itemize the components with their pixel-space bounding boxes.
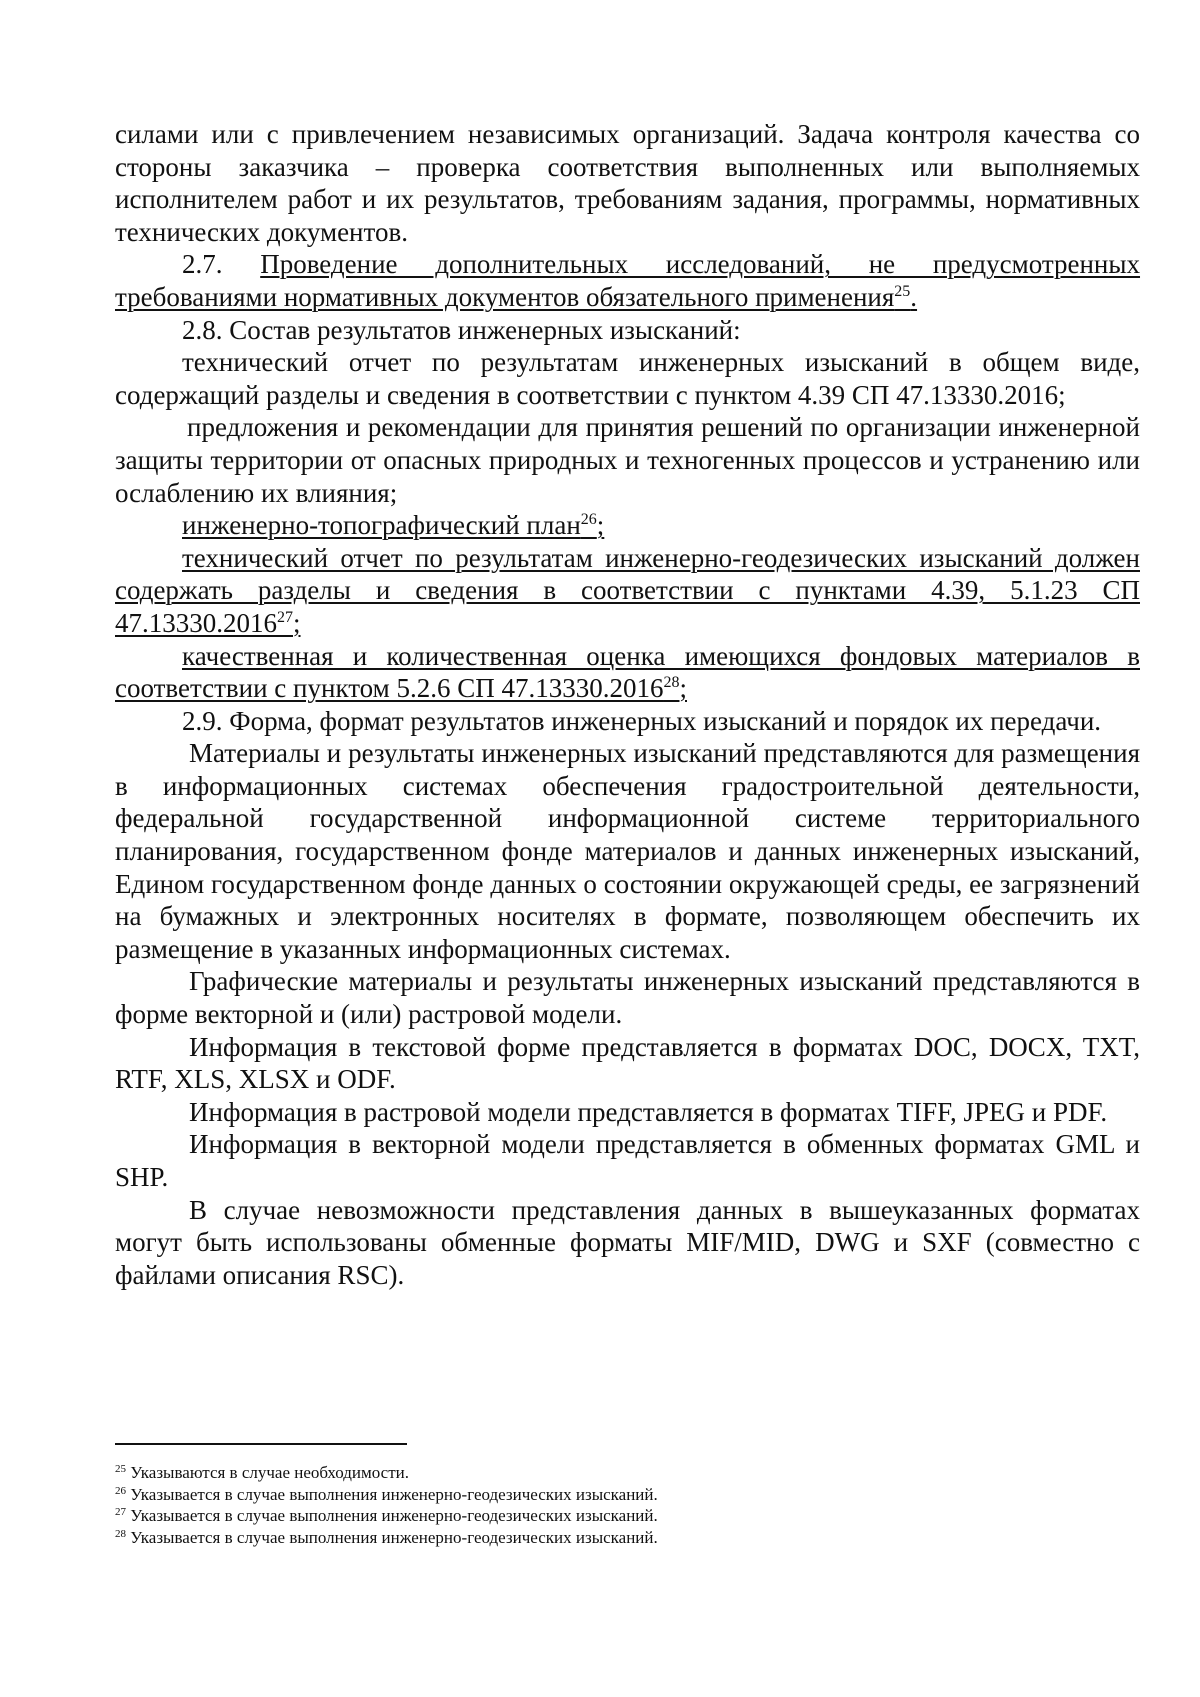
paragraph-quality-control: силами или с привлечением независимых организаций. Задача контроля качества со стороны заказчика – проверка соответствия выполненных или выполняемых исполнителем работ и их результатов, требованиям задания, программы, нормативных технических документов. [115,119,1140,247]
paragraph-text-formats: Информация в текстовой форме представляется в форматах DOC, DOCX, TXT, RTF, XLS, XLSX и ODF. [115,1031,1140,1095]
footnote-number: 26 [115,1484,126,1497]
clause-text: Проведение дополнительных исследований, не предусмотренных требованиями нормативных документов обязательного применения [115,249,1141,312]
footnote-26 [115,1484,1015,1506]
paragraph-2-7 [115,248,1140,313]
item-text: качественная и количественная оценка имеющихся фондовых материалов в соответствии с пунктом 5.2.6 СП 47.13330.2016 [115,640,1140,704]
footnote-number: 25 [115,1463,126,1475]
footnote-ref-28[interactable]: 28 [663,674,680,692]
paragraph-technical-report: технический отчет по результатам инженерных изысканий в общем виде, содержащий разделы и сведения в соответствии с пунктом 4.39 СП 47.13330.2016; [115,347,1140,410]
item-text: технический отчет по результатам инженерно-геодезических изысканий должен содержать разделы и сведения в соответствии с пунктами 4.39, 5.1.23 СП 47.13330.2016 [115,542,1140,638]
clause-number: 2.7. [182,249,223,280]
footnote-25 [115,1462,1015,1484]
item-end: ; [293,607,301,638]
paragraph-2-9: 2.9. Форма, формат результатов инженерных изысканий и порядок их передачи. [182,705,1102,736]
paragraph-geodetic-report [115,542,1140,640]
clause-text-underlined [115,249,1140,312]
footnotes [115,1462,1015,1548]
paragraph-vector-formats: Информация в векторной модели представляется в обменных форматах GML и SHP. [115,1129,1140,1192]
paragraph-topographic-plan [115,509,1140,542]
paragraph-proposals: предложения и рекомендации для принятия решений по организации инженерной защиты территории от опасных природных и техногенных процессов и устранению или ослаблению их влияния; [115,412,1140,508]
footnote-separator [115,1443,407,1445]
paragraph-raster-formats: Информация в растровой модели представляется в форматах TIFF, JPEG и PDF. [189,1096,1108,1127]
underlined-text [115,641,1140,704]
paragraph-2-8: 2.8. Состав результатов инженерных изысканий: [182,314,741,345]
paragraph-exchange-formats: В случае невозможности представления данных в вышеуказанных форматах могут быть использованы обменные форматы MIF/MID, DWG и SXF (совместно с файлами описания RSC). [115,1194,1140,1290]
footnote-text: Указывается в случае выполнения инженерно-геодезических изысканий. [130,1506,658,1526]
item-end: ; [679,673,687,704]
underlined-text [115,543,1140,638]
footnote-text: Указывается в случае выполнения инженерно-геодезических изысканий. [130,1527,658,1547]
clause-end: . [910,281,918,312]
underlined-text [182,510,604,540]
footnote-text: Указывается в случае выполнения инженерно-геодезических изысканий. [130,1484,658,1504]
paragraph-graphic-materials: Графические материалы и результаты инженерных изысканий представляются в форме векторной и (или) растровой модели. [115,966,1140,1030]
footnote-ref-27[interactable]: 27 [277,608,293,626]
item-end: ; [596,510,605,541]
item-text: инженерно-топографический план [182,510,581,541]
footnote-ref-25[interactable]: 25 [894,282,911,300]
paragraph-materials-placement: Материалы и результаты инженерных изысканий представляются для размещения в информационных системах обеспечения градостроительной деятельности, федеральной государственной информационной системе территориального планирования, государственном фонде материалов и данных инженерных изысканий, Едином государственном фонде данных о состоянии окружающей среды, ее загрязнений на бумажных и электронных носителях в формате, позволяющем обеспечить их размещение в указанных информационных системах. [115,738,1140,964]
footnote-number: 27 [115,1506,126,1519]
footnote-28 [115,1527,1015,1549]
footnote-text: Указываются в случае необходимости. [130,1463,410,1482]
document-body [115,118,1140,1291]
footnote-number: 28 [115,1527,126,1540]
paragraph-fund-materials [115,640,1140,705]
footnote-27 [115,1505,1015,1527]
footnote-ref-26[interactable]: 26 [580,511,597,529]
